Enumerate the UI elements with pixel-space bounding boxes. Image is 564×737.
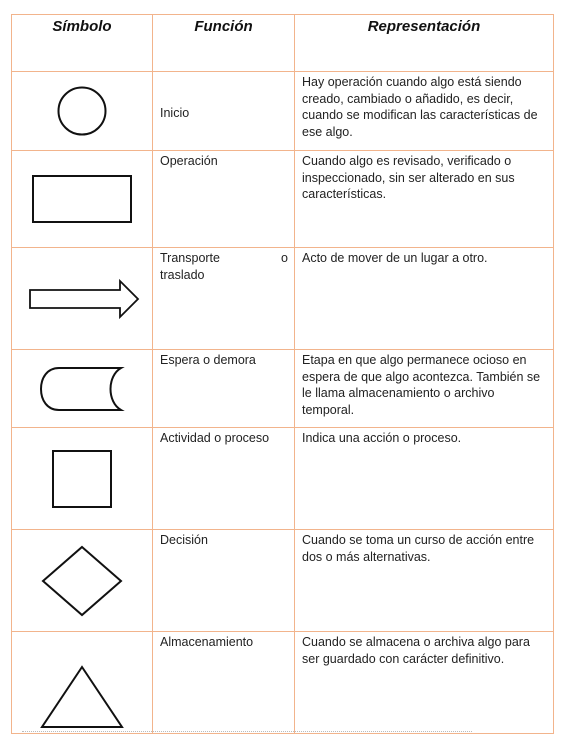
symbol-cell [12, 428, 153, 530]
header-symbol: Símbolo [12, 15, 153, 72]
table-row [12, 632, 554, 734]
representation-cell: Cuando se toma un curso de acción entre dos o más alternativas. [295, 530, 554, 632]
arrow-right-icon [22, 277, 142, 321]
flowchart-symbols-table [11, 14, 554, 734]
function-text-part: traslado [160, 267, 205, 282]
square-icon [50, 449, 114, 509]
cropped-footnote-line [22, 731, 472, 734]
symbol-cell [12, 151, 153, 248]
representation-cell: Cuando se almacena o archiva algo para ser guardado con carácter definitivo. [295, 632, 554, 734]
representation-cell: Indica una acción o proceso. [295, 428, 554, 530]
table-header-row [12, 15, 554, 72]
table-row [12, 248, 554, 350]
symbol-cell [12, 350, 153, 428]
function-cell: Actividad o proceso [153, 428, 295, 530]
symbol-cell [12, 530, 153, 632]
function-cell: Operación [153, 151, 295, 248]
function-cell: Inicio [153, 72, 295, 151]
diamond-icon [39, 543, 125, 619]
symbol-cell [12, 72, 153, 151]
representation-cell: Hay operación cuando algo está siendo creado, cambiado o añadido, es decir, cuando se modifican las características de ese algo. [295, 72, 554, 151]
circle-icon [52, 81, 112, 141]
table-row [12, 151, 554, 248]
representation-cell: Acto de mover de un lugar a otro. [295, 248, 554, 350]
symbol-cell [12, 632, 153, 734]
function-cell [153, 248, 295, 350]
function-text-part: o [281, 251, 288, 265]
function-text-part: Transporte [160, 251, 220, 265]
triangle-icon [38, 661, 126, 733]
function-cell: Almacenamiento [153, 632, 295, 734]
symbol-cell [12, 248, 153, 350]
table-row [12, 428, 554, 530]
delay-d-shape-icon [37, 364, 127, 414]
rectangle-icon [27, 172, 137, 226]
table-row [12, 350, 554, 428]
function-cell: Decisión [153, 530, 295, 632]
function-cell: Espera o demora [153, 350, 295, 428]
representation-cell: Cuando algo es revisado, verificado o inspeccionado, sin ser alterado en sus características. [295, 151, 554, 248]
header-function: Función [153, 15, 295, 72]
table-row [12, 72, 554, 151]
representation-cell: Etapa en que algo permanece ocioso en espera de que algo acontezca. También se le llama almacenamiento o archivo temporal. [295, 350, 554, 428]
header-representation: Representación [295, 15, 554, 72]
table-row [12, 530, 554, 632]
